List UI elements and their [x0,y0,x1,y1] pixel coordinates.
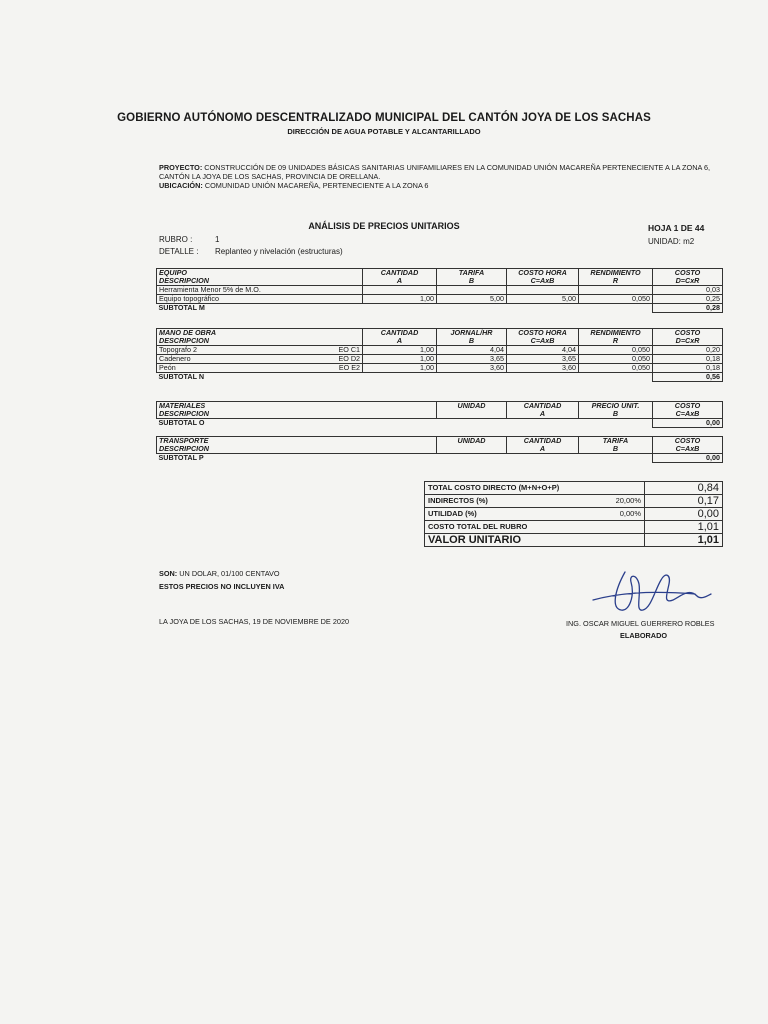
detalle-value: Replanteo y nivelación (estructuras) [215,247,343,256]
col-header: COSTO C=AxB [653,437,723,454]
col-header: COSTO HORA C=AxB [507,269,579,286]
col-header: CANTIDAD A [507,402,579,419]
col-header: RENDIMIENTO R [579,329,653,346]
total-row: INDIRECTOS (%) 20,00% 0,17 [425,495,723,508]
subtotal-row: SUBTOTAL O 0,00 [157,419,723,428]
equipment-header: EQUIPO DESCRIPCION [157,269,363,286]
table-row: Cadenero EO D2 1,00 3,65 3,65 0,050 0,18 [157,355,723,364]
col-header: TARIFA B [579,437,653,454]
col-header: JORNAL/HR B [437,329,507,346]
role-label: ELABORADO [620,631,668,640]
rubro-value: 1 [215,235,220,244]
subtotal-row: SUBTOTAL N 0,56 [157,373,723,382]
unit-value-row: VALOR UNITARIO 1,01 [425,534,723,547]
table-row: Peón EO E2 1,00 3,60 3,60 0,050 0,18 [157,364,723,373]
detalle-label: DETALLE : [159,247,199,256]
col-header: UNIDAD [437,402,507,419]
col-header: CANTIDAD A [363,329,437,346]
analysis-title: ANÁLISIS DE PRECIOS UNITARIOS [308,221,460,231]
col-header: COSTO D=CxR [653,269,723,286]
totals-table [424,481,723,547]
engineer-name: ING. OSCAR MIGUEL GUERRERO ROBLES [566,619,715,628]
place-date: LA JOYA DE LOS SACHAS, 19 DE NOVIEMBRE DE 2020 [159,617,350,626]
sheet-number: HOJA 1 DE 44 [648,223,705,233]
table-row: Equipo topográfico 1,00 5,00 5,00 0,050 0,25 [157,295,723,304]
col-header: COSTO HORA C=AxB [507,329,579,346]
equipment-table [156,268,723,313]
col-header: COSTO C=AxB [653,402,723,419]
detalle-row [159,247,343,256]
transport-table [156,436,723,463]
rubro-row [159,235,220,244]
document-title: GOBIERNO AUTÓNOMO DESCENTRALIZADO MUNICIPAL DEL CANTÓN JOYA DE LOS SACHAS [117,112,651,124]
total-row: COSTO TOTAL DEL RUBRO 1,01 [425,521,723,534]
labor-table [156,328,723,382]
col-header: COSTO D=CxR [653,329,723,346]
labor-header: MANO DE OBRA DESCRIPCION [157,329,363,346]
location-label: UBICACIÓN: [159,181,203,190]
unit-label: UNIDAD: m2 [648,237,695,246]
col-header: UNIDAD [437,437,507,454]
subtotal-row: SUBTOTAL P 0,00 [157,454,723,463]
table-row: Herramienta Menor 5% de M.O. 0,03 [157,286,723,295]
project-text: CONSTRUCCIÓN DE 09 UNIDADES BÁSICAS SANITARIAS UNIFAMILIARES EN LA COMUNIDAD UNIÓN MACAREÑA PERTENECIENTE A LA ZONA 6, CANTÓN LA JOYA DE LOS SACHAS, PROVINCIA DE ORELLANA. [159,163,711,181]
col-header: CANTIDAD A [507,437,579,454]
project-block [159,163,729,190]
col-header: PRECIO UNIT. B [579,402,653,419]
location-text: COMUNIDAD UNIÓN MACAREÑA, PERTENECIENTE A LA ZONA 6 [204,181,429,190]
amount-in-words: SON: UN DOLAR, 01/100 CENTAVO [159,569,280,578]
iva-note: ESTOS PRECIOS NO INCLUYEN IVA [159,582,285,591]
project-label: PROYECTO: [159,163,203,172]
total-row: UTILIDAD (%) 0,00% 0,00 [425,508,723,521]
document-subtitle: DIRECCIÓN DE AGUA POTABLE Y ALCANTARILLADO [287,127,481,136]
col-header: RENDIMIENTO R [579,269,653,286]
signature-image [585,560,725,620]
col-header: CANTIDAD A [363,269,437,286]
subtotal-row: SUBTOTAL M 0,28 [157,304,723,313]
rubro-label: RUBRO : [159,235,193,244]
transport-header: TRANSPORTE DESCRIPCION [157,437,437,454]
col-header: TARIFA B [437,269,507,286]
table-row: Topografo 2 EO C1 1,00 4,04 4,04 0,050 0,20 [157,346,723,355]
materials-header: MATERIALES DESCRIPCION [157,402,437,419]
total-row: TOTAL COSTO DIRECTO (M+N+O+P) 0,84 [425,482,723,495]
materials-table [156,401,723,428]
